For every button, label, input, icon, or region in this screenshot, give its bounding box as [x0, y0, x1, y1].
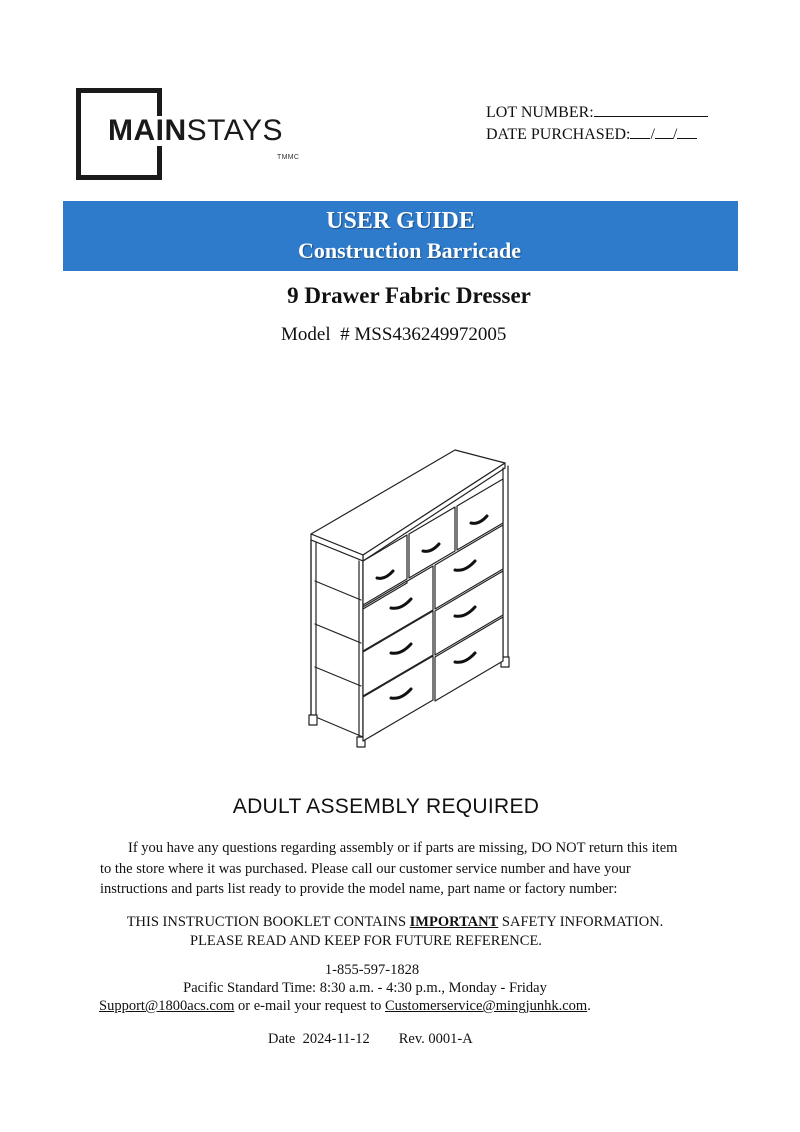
safety-notice: [0, 914, 790, 931]
date-purchased-label: DATE PURCHASED:: [486, 126, 631, 143]
important-word: IMPORTANT: [409, 914, 499, 930]
date-label: Date: [268, 1031, 303, 1047]
brand-trademark: TMMC: [277, 154, 300, 161]
product-name: 9 Drawer Fabric Dresser: [287, 283, 531, 308]
dresser-illustration: [305, 445, 520, 750]
date-year-field[interactable]: [677, 124, 697, 139]
service-email-link[interactable]: Customerservice@mingjunhk.com: [384, 998, 588, 1014]
date-purchased-row: [486, 124, 708, 146]
safety-notice-text: SAFETY INFORMATION.: [498, 914, 664, 930]
model-label: Model #: [281, 324, 350, 345]
model-line: [281, 324, 506, 346]
support-hours: Pacific Standard Time: 8:30 a.m. - 4:30 p.m., Monday - Friday: [183, 980, 547, 996]
revision-line: [268, 1031, 473, 1048]
lot-number-label: LOT NUMBER:: [486, 104, 594, 121]
keep-notice: PLEASE READ AND KEEP FOR FUTURE REFERENCE.: [190, 933, 542, 949]
lot-number-field[interactable]: [594, 102, 708, 117]
rev-value: 0001-A: [428, 1031, 473, 1047]
date-day-field[interactable]: [655, 124, 673, 139]
date-month-field[interactable]: [630, 124, 650, 139]
date-value: 2024-11-12: [302, 1031, 370, 1047]
assembly-paragraph: If you have any questions regarding assembly or if parts are missing, DO NOT return this item to the store where it was purchased. Please call our customer service number and have your instructions and parts list ready to provide the model name, part name or factory number:: [100, 840, 678, 897]
lot-info: [486, 102, 708, 146]
support-email-link[interactable]: Support@1800acs.com: [99, 998, 235, 1014]
model-number: MSS436249972005: [354, 324, 507, 345]
email-end: .: [587, 998, 591, 1014]
guide-subtitle: Construction Barricade: [297, 238, 522, 263]
date-slash: /: [650, 126, 655, 143]
brand-logo-light: STAYS: [186, 114, 284, 147]
brand-logo-bold: MAIN: [108, 114, 187, 147]
brand-logo: [108, 116, 285, 146]
safety-notice-text: THIS INSTRUCTION BOOKLET CONTAINS: [126, 914, 410, 930]
assembly-heading: ADULT ASSEMBLY REQUIRED: [232, 795, 540, 818]
title-banner: [63, 201, 738, 271]
email-line: [99, 998, 591, 1015]
guide-title: USER GUIDE: [326, 208, 475, 234]
phone-number: 1-855-597-1828: [324, 962, 420, 978]
lot-number-row: [486, 102, 708, 124]
rev-label: Rev.: [369, 1031, 429, 1047]
email-connector: or e-mail your request to: [234, 998, 385, 1014]
date-slash: /: [672, 126, 678, 143]
